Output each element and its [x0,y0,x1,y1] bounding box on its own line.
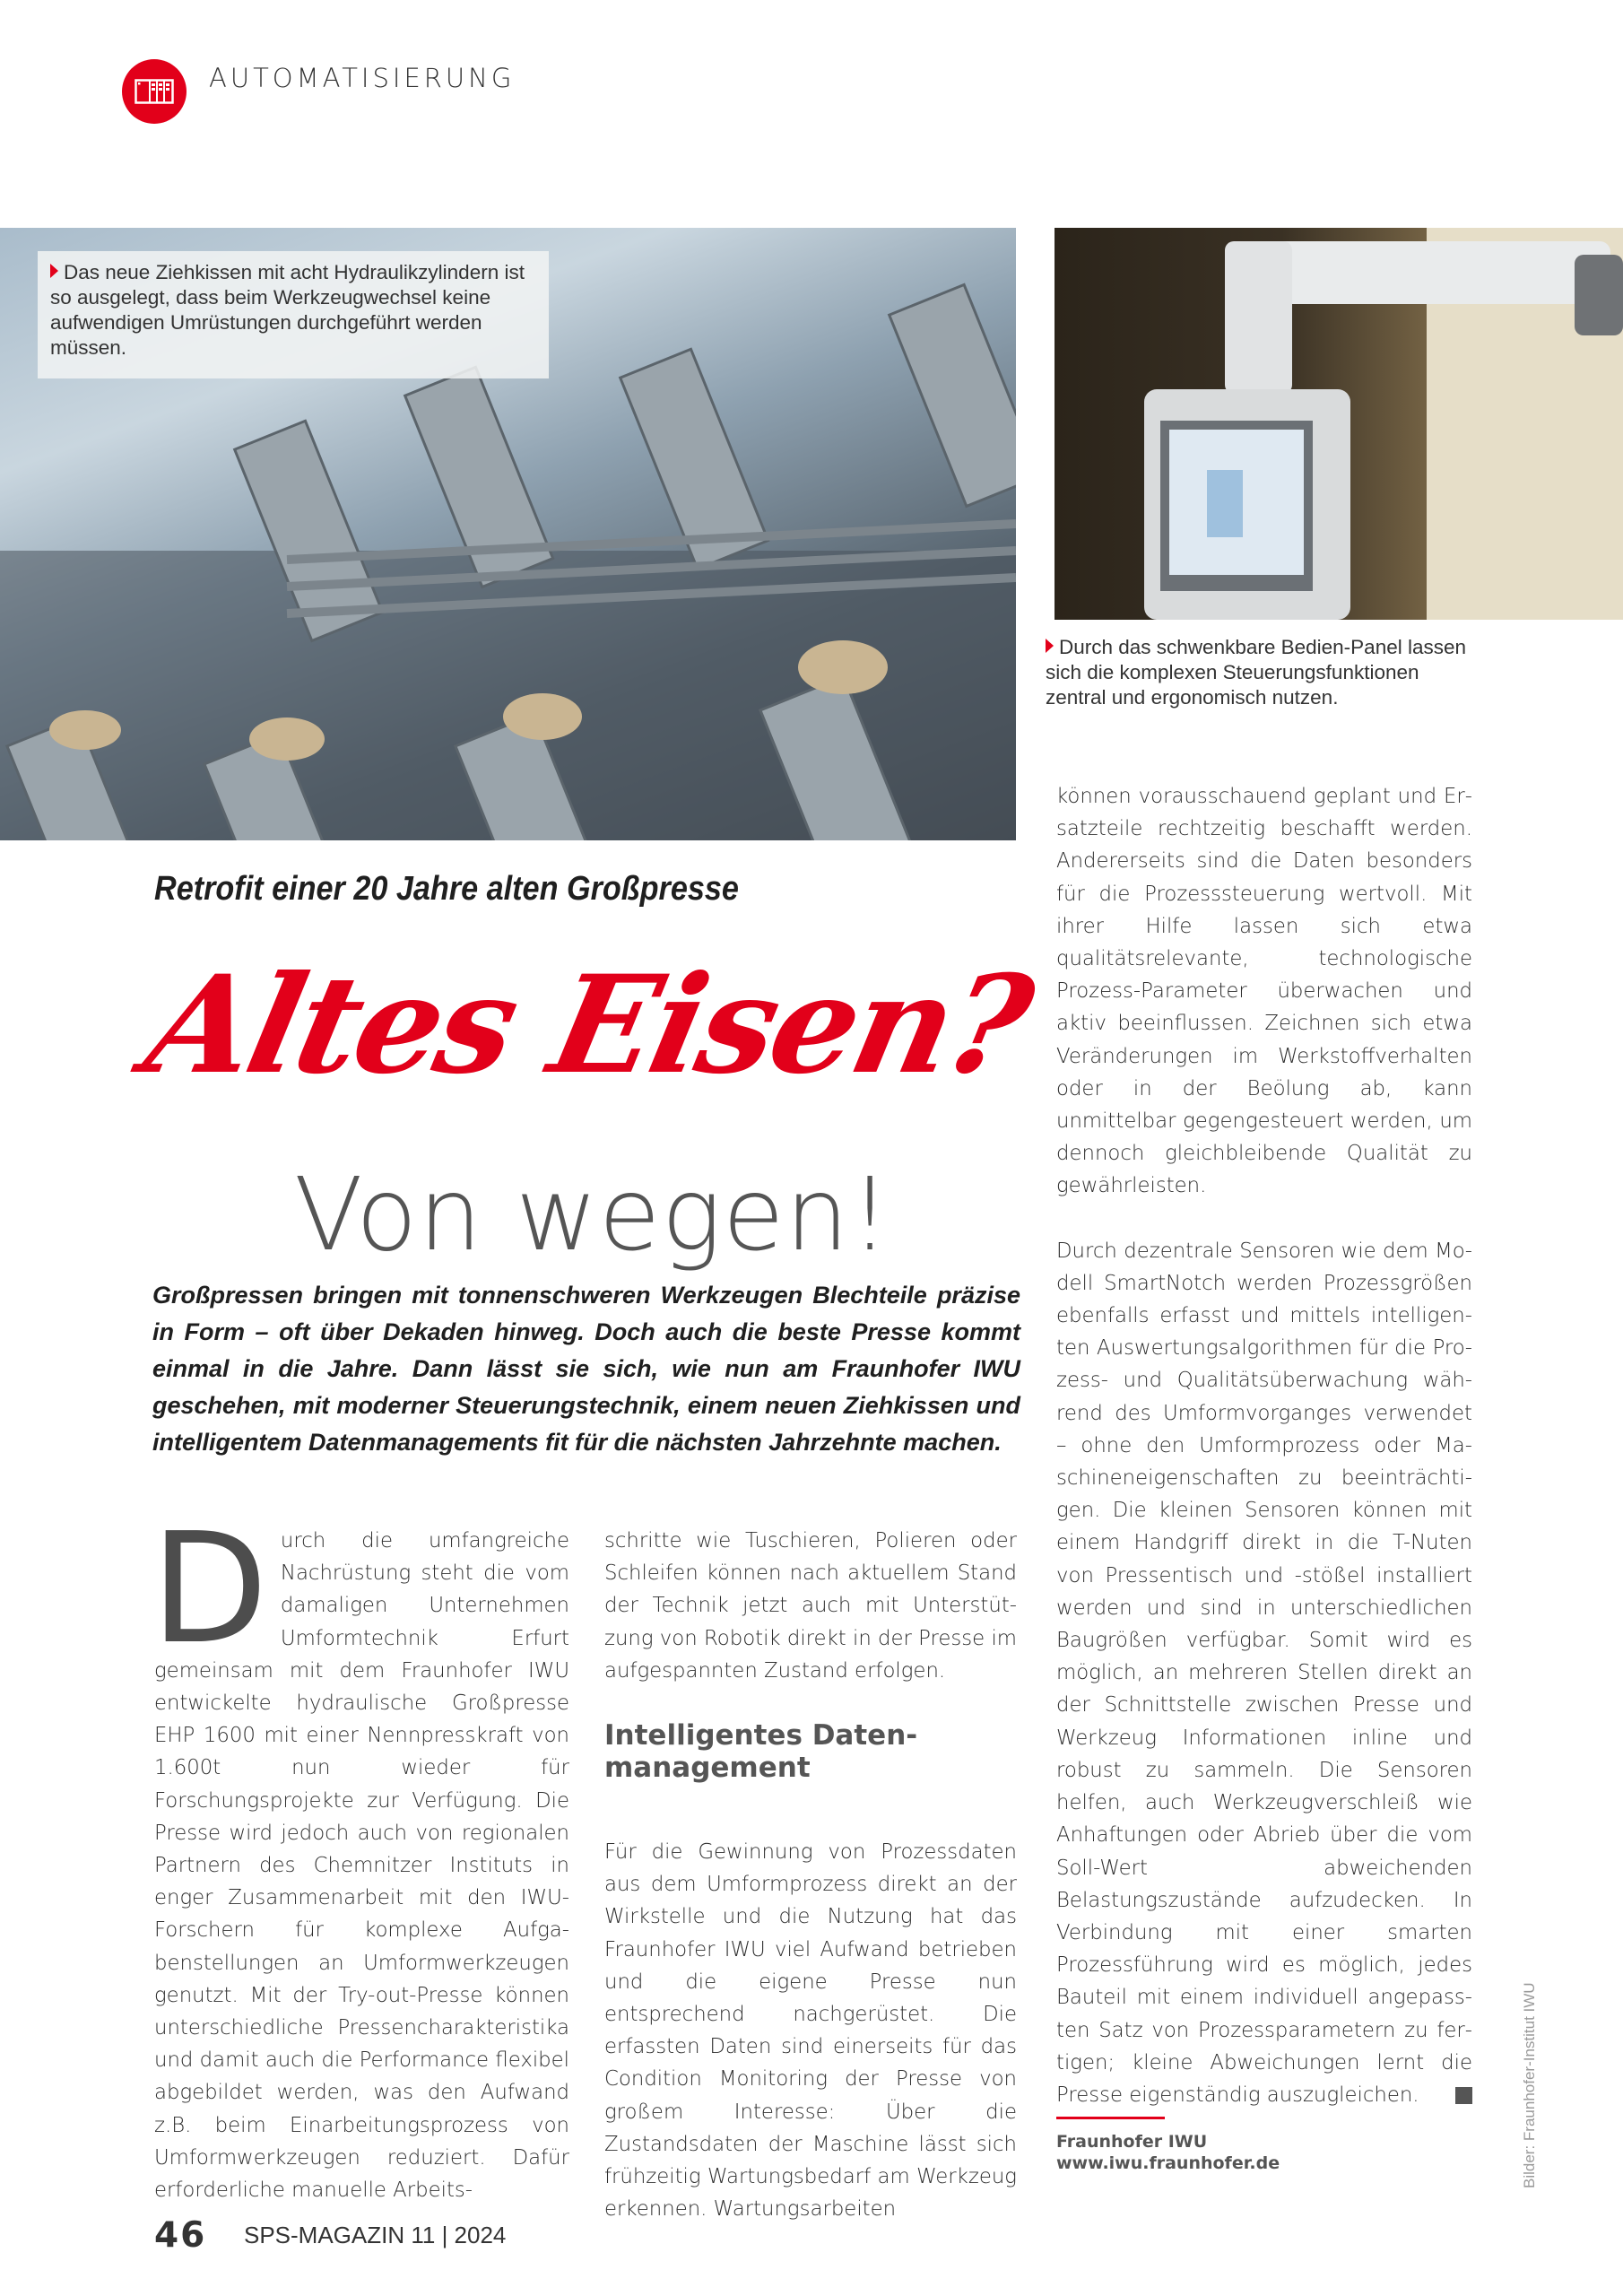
page-number: 46 [154,2215,207,2256]
magazine-issue: SPS-MAGAZIN 11 | 2024 [244,2222,507,2248]
body-column-2 [604,1525,1017,2225]
body-paragraph-final: Durch dezentrale Sensoren wie dem Modell SmartNotch werden Prozessgrößen ebenfalls erfasst und mittels intelligenten Auswertungsalgorithmen für die Prozess- und Qualitätsüberwachung während des Umformvorganges verwendet – ohne den Umformprozess oder Maschineneigenschaften zu beeinträchtigen. Die kleinen Sensoren können mit einem Handgriff direkt in die T-Nuten von Pressentisch und -stößel installiert werden und sind in unterschiedlichen Baugrößen verfügbar. Somit wird es möglich, an mehreren Stellen direkt an der Schnittstelle zwischen Presse und Werkzeug Informationen inline und robust zu sammeln. Die Sensoren helfen, auch Werkzeugverschleiß wie Anhaftungen oder Abrieb über die vom Soll-Wert abweichenden Belastungszustände aufzudecken. In Verbindung mit einer smarten Prozessführung wird es möglich, jedes Bauteil mit einem individuell angepassten Satz von Prozessparametern zu fertigen; kleine Abweichungen lernt die Presse eigenständig auszugleichen. [1056,1239,1472,2107]
source-url[interactable]: www.iwu.fraunhofer.de [1056,2153,1280,2173]
operator-panel-illustration [1055,228,1623,620]
article-kicker: Retrofit einer 20 Jahre alten Großpresse [154,870,739,908]
section-logo [122,59,187,124]
end-of-article-square-icon [1455,2087,1472,2104]
article-lead: Großpressen bringen mit tonnenschweren Werkzeugen Blechteile präzise in Form – oft über Dekaden hinweg. Doch auch die beste Presse kommt einmal in die Jahre. Dann lässt sie sich, wie nun am Fraunhofer IWU geschehen, mit moderner Steuerungstechnik, einem neuen Ziehkissen und intelligentem Datenmanagements fit für die nächsten Jahrzehnte machen. [152,1282,1020,1456]
caption-arrow-icon [1046,639,1054,653]
source-name: Fraunhofer IWU [1056,2132,1208,2152]
section-title: AUTOMATISIERUNG [209,63,516,93]
body-paragraph: Für die Gewinnung von Prozessdaten aus dem Umformprozess direkt an der Wirkstelle und die Nutzung hat das Fraunhofer IWU viel Aufwand betrieben und die eigene Presse nun entsprechend nachgerüstet. Die erfassten Daten sind einerseits für das Condition Monitoring der Presse von großem Interesse: Über die Zustandsdaten der Maschine lässt sich frühzeitig Wartungsbedarf am Werkzeug erkennen. Wartungsarbeiten [604,1840,1017,2222]
article-title-sub: Von wegen! [294,1157,891,1274]
operator-panel-photo [1055,228,1623,620]
photo-caption-right: Durch das schwenkbare Bedien-Panel lassen sich die komplexen Steuerungsfunktionen zentral und ergonomisch nutzen. [1046,636,1467,709]
body-column-3 [1056,780,1472,2111]
control-cabinet-icon [135,79,174,104]
section-subheading: Intelligentes Datenmanagement [604,1719,918,1785]
article-title-script: Altes Eisen? [134,946,1042,1104]
body-paragraph: schritte wie Tuschieren, Polieren oder Schleifen können nach aktuellem Stand der Technik jetzt auch mit Unterstützung von Robotik direkt in der Presse im aufgespannten Zustand erfolgen. [604,1529,1017,1683]
source-divider [1056,2117,1165,2119]
body-column-1 [151,1500,569,2206]
body-paragraph: können vorausschauend geplant und Ersatzteile rechtzeitig beschafft werden. Andererseits sind die Daten besonders für die Prozesssteuerung wertvoll. Mit ihrer Hilfe lassen sich etwa qualitätsrelevante, technologische Prozess-Parameter überwachen und aktiv beeinflussen. Zeichnen sich etwa Veränderungen im Werkstoffverhalten oder in der Beölung ab, kann unmittelbar gegengesteuert werden, um dennoch gleichbleibende Qualität zu gewährleisten. [1056,785,1472,1198]
photo-caption-left: Das neue Ziehkissen mit acht Hydraulikzylindern ist so ausgelegt, dass beim Werkzeugwechsel keine aufwendigen Umrüstungen durchgeführt werden müssen. [38,251,549,378]
source-block [1056,2131,1280,2174]
drop-cap: D [151,1500,268,1678]
caption-arrow-icon [50,264,58,278]
body-paragraph: urch die umfangreiche Nachrüstung steht die vom damaligen Unternehmen Umformtechnik Erfurt gemeinsam mit dem Fraunhofer IWU entwickelte hydraulische Großpresse EHP 1600 mit einer Nennpresskraft von 1.600t nun wieder für Forschungsprojekte zur Verfügung. Die Presse wird jedoch auch von regionalen Partnern des Chemnitzer Instituts in enger Zusammenarbeit mit den IWU-Forschern für komplexe Aufgabenstellungen an Umformwerkzeugen genutzt. Mit der Try-out-Presse können unterschiedliche Pressencharakteristika und damit auch die Performance flexibel abgebildet werden, was den Aufwand z.B. beim Einarbeitungsprozess von Umformwerkzeugen reduziert. Dafür erforderliche manuelle Arbeits- [154,1529,569,2203]
image-credit: Bilder: Fraunhofer-Institut IWU [1521,1982,1538,2188]
